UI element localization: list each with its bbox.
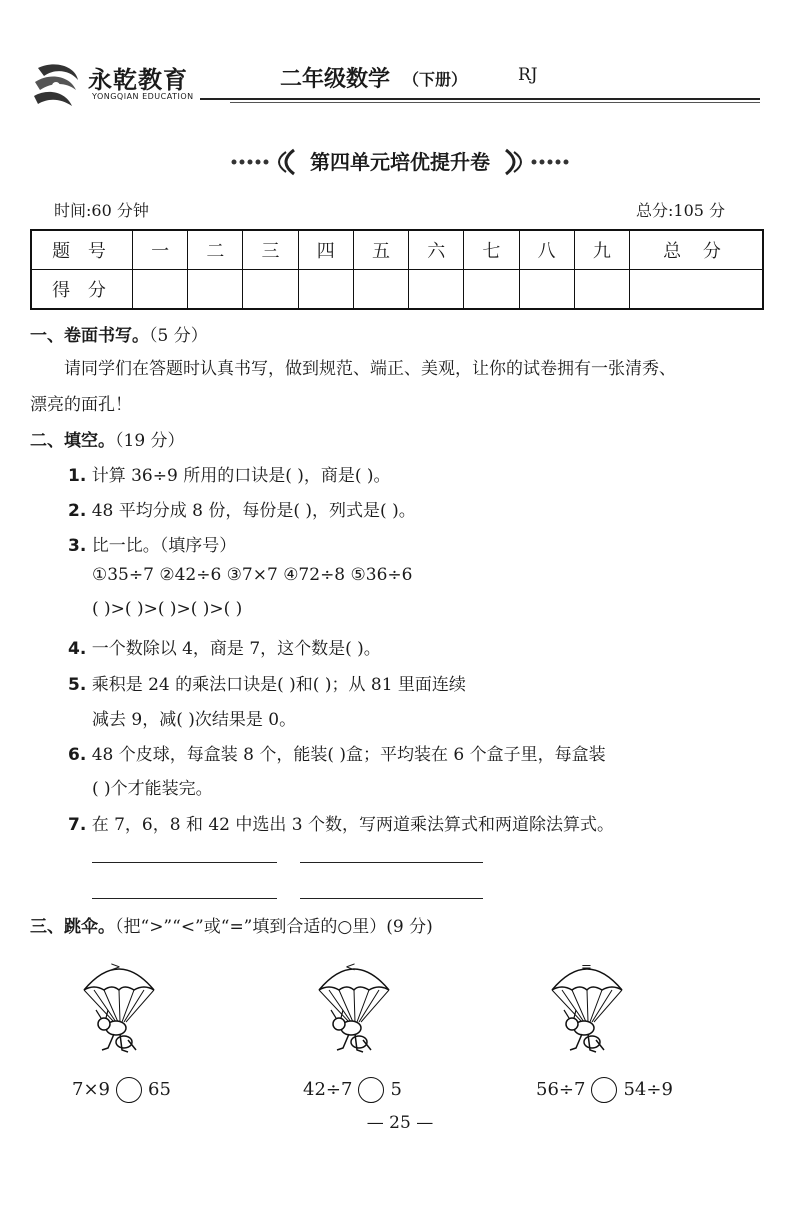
- question-7: [68, 810, 614, 835]
- parachute-symbol: =: [581, 960, 592, 975]
- score-header-cell: 题 号: [31, 230, 133, 270]
- question-text[interactable]: 48 个皮球，每盒装 8 个，能装( )盒；平均装在 6 个盒子里，每盒装: [91, 745, 606, 765]
- answer-line[interactable]: [92, 898, 277, 899]
- question-text[interactable]: 一个数除以 4，商是 7，这个数是( )。: [91, 639, 381, 659]
- exam-total: 总分:105 分: [636, 201, 726, 220]
- banner-right-ornament-icon: [502, 148, 572, 176]
- header-rule-thin: [230, 102, 760, 103]
- score-row-label: 得 分: [31, 270, 133, 310]
- section-3-title: 三、跳伞。: [30, 917, 115, 937]
- page-header: [30, 50, 760, 120]
- question-text: 比一比。（填序号）: [91, 536, 237, 556]
- question-5: [68, 670, 466, 695]
- score-header-cell: 六: [409, 230, 464, 270]
- question-6-continued[interactable]: ( )个才能装完。: [92, 779, 213, 799]
- book-title: 二年级数学: [280, 67, 391, 92]
- comparison-right: 54÷9: [623, 1079, 673, 1100]
- exam-title: 第四单元培优提升卷: [310, 150, 490, 174]
- exam-time: 时间:60 分钟: [54, 201, 149, 220]
- score-input-cell[interactable]: [409, 270, 464, 310]
- answer-circle[interactable]: [591, 1077, 617, 1103]
- comparison-left: 56÷7: [536, 1079, 586, 1100]
- brand-logo-icon: [30, 58, 85, 113]
- question-text[interactable]: 计算 36÷9 所用的口诀是( )，商是( )。: [91, 466, 391, 486]
- header-rule: [200, 98, 760, 100]
- question-2: [68, 496, 416, 521]
- score-header-cell: 三: [243, 230, 298, 270]
- section-1-title: 一、卷面书写。: [30, 326, 149, 346]
- question-number: 7.: [68, 815, 87, 835]
- question-3-options: ①35÷7 ②42÷6 ③7×7 ④72÷8 ⑤36÷6: [92, 565, 413, 585]
- section-2-title: 二、填空。: [30, 431, 115, 451]
- score-input-cell[interactable]: [298, 270, 353, 310]
- score-header-cell: 二: [188, 230, 243, 270]
- question-1: [68, 461, 391, 486]
- score-input-cell[interactable]: [188, 270, 243, 310]
- question-5-continued[interactable]: 减去 9，减( )次结果是 0。: [92, 710, 297, 730]
- brand-name: 永乾教育: [88, 65, 188, 94]
- answer-circle[interactable]: [116, 1077, 142, 1103]
- score-table: [30, 229, 764, 310]
- answer-line[interactable]: [300, 862, 483, 863]
- question-number: 6.: [68, 745, 87, 765]
- question-number: 1.: [68, 466, 87, 486]
- parachute-symbol: <: [345, 960, 356, 975]
- question-number: 4.: [68, 639, 87, 659]
- score-header-cell: 五: [353, 230, 408, 270]
- score-header-cell: 总 分: [630, 230, 764, 270]
- section-2-points: （19 分）: [115, 431, 185, 451]
- comparison-right: 5: [390, 1079, 402, 1100]
- score-input-cell[interactable]: [133, 270, 188, 310]
- score-input-cell[interactable]: [353, 270, 408, 310]
- brand-name-en: YONGQIAN EDUCATION: [92, 92, 194, 101]
- comparison-2: [303, 1077, 402, 1103]
- question-number: 2.: [68, 501, 87, 521]
- answer-circle[interactable]: [358, 1077, 384, 1103]
- parachute-symbol: >: [110, 960, 121, 975]
- banner-left-ornament-icon: [228, 148, 298, 176]
- section-2-heading: [30, 426, 185, 451]
- exam-title-banner: [200, 142, 600, 182]
- comparison-right: 65: [148, 1079, 171, 1100]
- score-input-cell[interactable]: [464, 270, 519, 310]
- section-1-text: 请同学们在答题时认真书写，做到规范、端正、美观，让你的试卷拥有一张清秀、: [64, 359, 676, 379]
- question-4: [68, 634, 381, 659]
- section-3-points: （把“>”“<”或“=”填到合适的○里）(9 分): [115, 917, 433, 937]
- answer-line[interactable]: [300, 898, 483, 899]
- question-number: 3.: [68, 536, 87, 556]
- answer-line[interactable]: [92, 862, 277, 863]
- section-1-heading: [30, 321, 208, 346]
- book-edition: RJ: [518, 65, 538, 85]
- score-input-cell[interactable]: [519, 270, 574, 310]
- comparison-3: [536, 1077, 673, 1103]
- section-1-points: （5 分）: [149, 326, 208, 346]
- score-header-cell: 一: [133, 230, 188, 270]
- score-input-cell[interactable]: [574, 270, 629, 310]
- question-text[interactable]: 48 平均分成 8 份，每份是( )，列式是( )。: [91, 501, 416, 521]
- score-header-cell: 四: [298, 230, 353, 270]
- score-header-cell: 九: [574, 230, 629, 270]
- section-1-text: 漂亮的面孔！: [30, 395, 132, 415]
- score-header-cell: 七: [464, 230, 519, 270]
- comparison-left: 7×9: [72, 1079, 110, 1100]
- score-header-cell: 八: [519, 230, 574, 270]
- section-3-heading: [30, 912, 433, 937]
- score-input-cell[interactable]: [630, 270, 764, 310]
- question-3: [68, 531, 236, 556]
- question-3-blanks[interactable]: ( )>( )>( )>( )>( ): [92, 599, 243, 619]
- question-text[interactable]: 乘积是 24 的乘法口诀是( )和( )；从 81 里面连续: [91, 675, 466, 695]
- score-input-cell[interactable]: [243, 270, 298, 310]
- question-number: 5.: [68, 675, 87, 695]
- page-number: — 25 —: [366, 1113, 434, 1133]
- score-table-score-row: [31, 270, 763, 310]
- question-text: 在 7，6，8 和 42 中选出 3 个数，写两道乘法算式和两道除法算式。: [91, 815, 615, 835]
- question-6: [68, 740, 606, 765]
- book-volume: （下册）: [403, 70, 468, 89]
- comparison-1: [72, 1077, 171, 1103]
- score-table-header-row: [31, 230, 763, 270]
- comparison-left: 42÷7: [303, 1079, 353, 1100]
